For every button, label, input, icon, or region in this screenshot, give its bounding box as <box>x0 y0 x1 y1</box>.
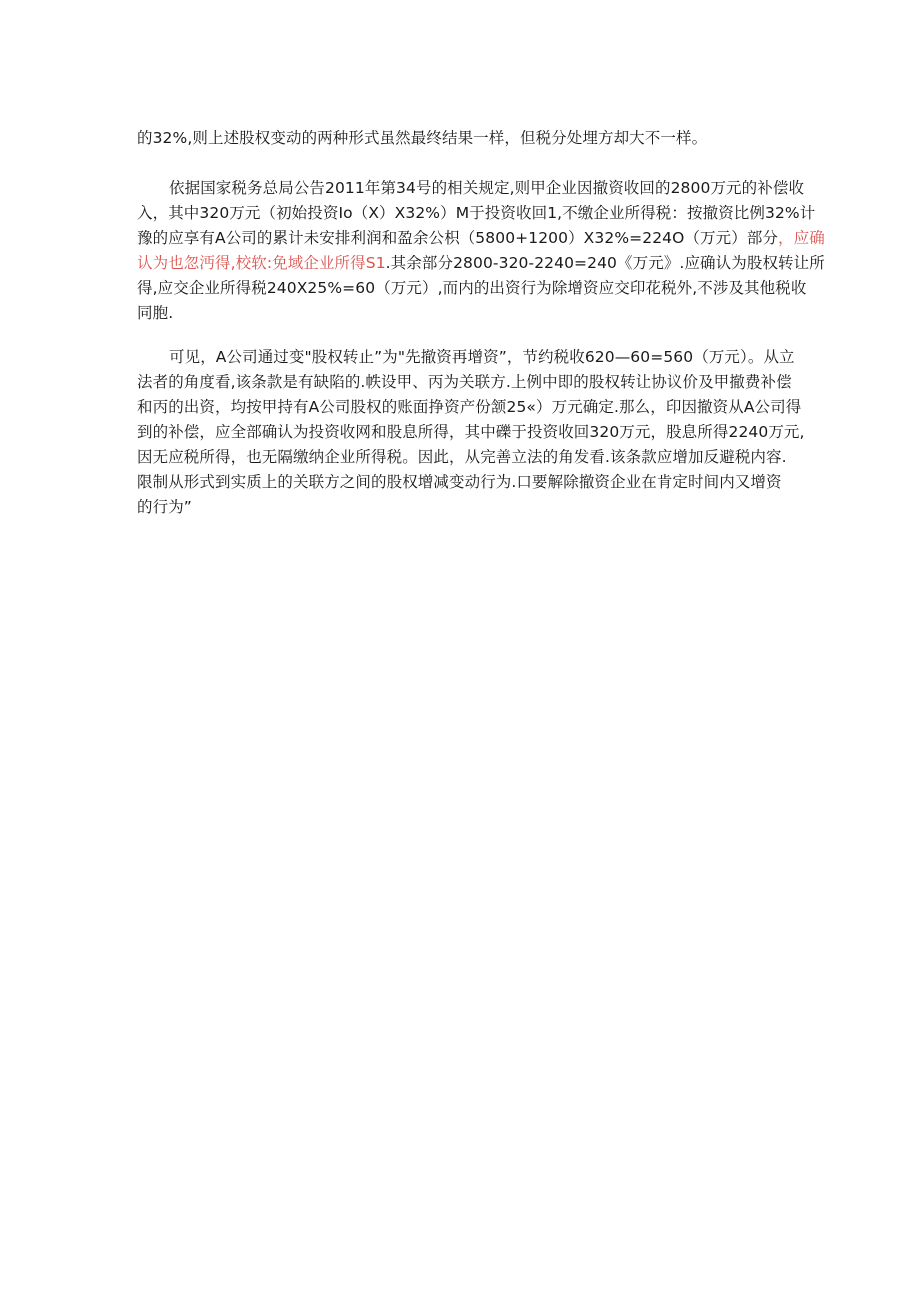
paragraph-3-line-5: 因无应税所得，也无隔缴纳企业所得税。因此，从完善立法的角发看.该条款应增加反避税内容. <box>137 448 787 466</box>
paragraph-3-line-7: 的行为” <box>137 498 192 516</box>
paragraph-3-line-1: 可见，A公司通过变"股权转止”为"先撤资再增资”，节约税收620—60=560（万元）。从立 <box>169 348 795 366</box>
paragraph-2-line-5: 得,应交企业所得税240X25%=60（万元）,而内的出资行为除增资应交印花税外,不涉及其他税收 <box>137 279 807 297</box>
paragraph-1-line-1: 的32%,则上述股权变动的两种形式虽然最终结果一样，但税分处埋方却大不一样。 <box>137 129 708 147</box>
highlighted-text: ，应确 <box>778 229 825 247</box>
paragraph-2-line-4 <box>137 251 825 275</box>
highlighted-text: 认为也忽沔得,校软:免域企业所得S1 <box>137 254 386 272</box>
paragraph-3-line-6: 限制从形式到实质上的关联方之间的股权增减变动行为.口要解除撤资企业在肯定时间内又增资 <box>137 473 782 491</box>
paragraph-3-line-4: 到的补偿，应全部确认为投资收网和股息所得，其中礫于投资收回320万元，股息所得2240万元, <box>137 423 805 441</box>
paragraph-3-line-2: 法者的角度看,该条款是有缺陷的.帙设甲、丙为关联方.上例中即的股权转让协议价及甲撤费补偿 <box>137 373 792 391</box>
paragraph-2-line-6: 同胞. <box>137 304 174 322</box>
paragraph-2-line-4-text: .其余部分2800-320-2240=240《万元》.应确认为股权转让所 <box>385 254 825 272</box>
paragraph-2-line-3-text: 豫的应享有A公司的累计未安排利润和盈余公枳（5800+1200）X32%=224O（万元）部分 <box>137 229 779 247</box>
paragraph-2-line-1: 依据国家税务总局公告2011年第34号的相关规定,则甲企业因撤资收回的2800万元的补偿收 <box>169 179 805 197</box>
paragraph-3-line-3: 和丙的出资，均按甲持有A公司股权的账面挣资产份颔25«）万元确定.那么，印因撤资从A公司得 <box>137 398 802 416</box>
paragraph-2-line-3 <box>137 226 825 250</box>
paragraph-2-line-2: 入，其中320万元（初始投资Io（X）X32%）M于投资收回1,不缴企业所得税：按撤资比例32%计 <box>137 204 816 222</box>
